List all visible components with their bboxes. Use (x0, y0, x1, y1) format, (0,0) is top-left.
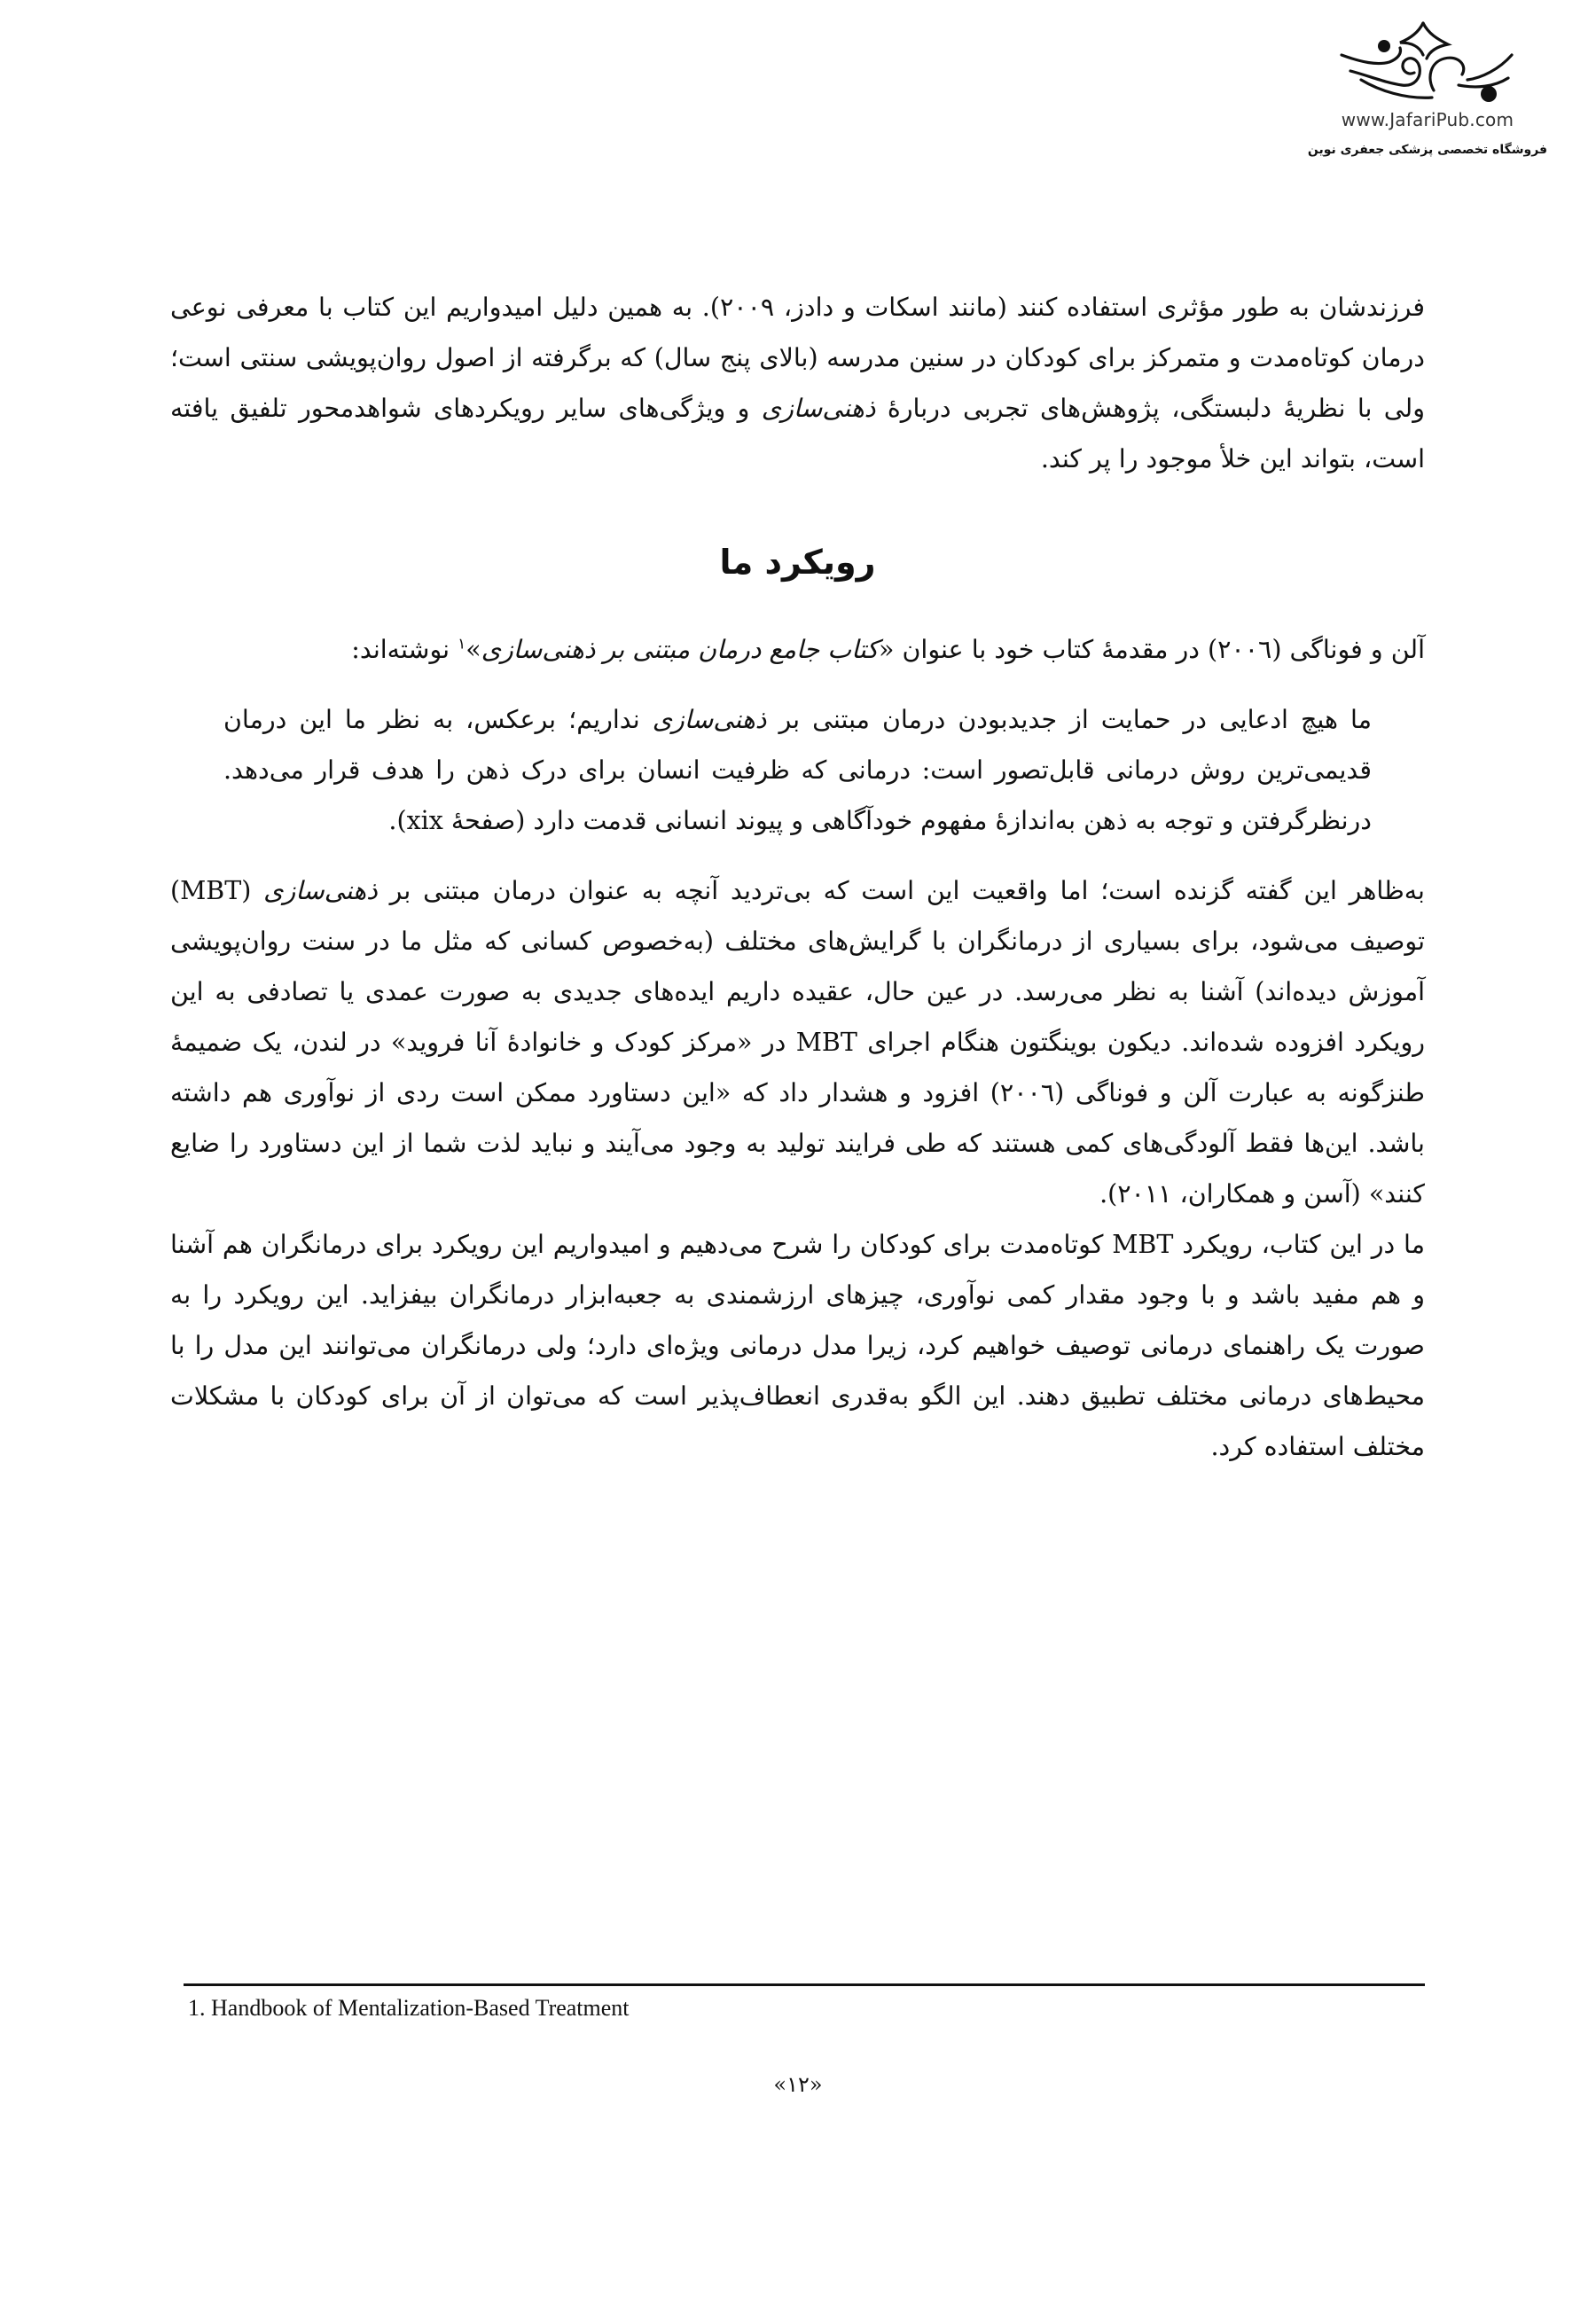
quote-text-start: ما هیچ ادعایی در حمایت از جدیدبودن درمان مبتنی بر (766, 705, 1372, 734)
footnote-divider (184, 1983, 1425, 1986)
intro-end: نوشته‌اند: (351, 635, 458, 664)
section-heading: رویکرد ما (719, 543, 876, 582)
opening-italic-term: ذهنی‌سازی (761, 394, 876, 423)
book-title-italic: کتاب جامع درمان مبتنی بر ذهنی‌سازی (481, 635, 879, 664)
paragraph-mbt-description (170, 865, 1425, 1219)
quote-text-end: نداریم؛ برعکس، به نظر ما این درمان قدیمی‌ترین روش درمانی قابل‌تصور است: درمانی که ظرفیت انسان برای درک ذهن را هدف قرار می‌دهد. درنظرگرفتن و توجه به ذهن به‌اندازهٔ مفهوم خودآگاهی و پیوند انسانی قدمت دارد (صفحهٔ xix). (223, 705, 1372, 835)
para3-start: به‌ظاهر این گفته گزنده است؛ اما واقعیت این است که بی‌تردید آنچه به عنوان درمان مبتنی بر (377, 876, 1425, 905)
para3-rest: (MBT) توصیف می‌شود، برای بسیاری از درمانگران با گرایش‌های مختلف (به‌خصوص کسانی که مثل ما در سنت روان‌پویشی آموزش دیده‌اند) آشنا به نظر می‌رسد. در عین حال، عقیده داریم ایده‌های جدیدی به صورت عمدی یا تصادفی به این رویکرد افزوده شده‌اند. دیکون بوینگتون هنگام اجرای MBT در «مرکز کودک و خانوادهٔ آنا فروید» در لندن، یک ضمیمهٔ طنزگونه به عبارت آلن و فوناگی (۲۰۰٦) افزود و هشدار داد که «این دستاورد ممکن است ردی از نوآوری هم داشته باشد. این‌ها فقط آلودگی‌های کمی هستند که طی فرایند تولید به وجود می‌آیند و نباید لذت شما از این دستاورد را ضایع کنند» (آسن و همکاران، ۲۰۱۱). (170, 876, 1425, 1209)
footnote-reference[interactable]: ۱ (458, 635, 466, 653)
intro-paragraph (170, 624, 1425, 675)
intro-close-quote: » (466, 635, 481, 664)
para3-italic-term: ذهنی‌سازی (263, 876, 378, 905)
opening-text: فرزندشان به طور مؤثری استفاده کنند (مانند اسکات و دادز، ۲۰۰۹). به همین دلیل امیدواریم این کتاب با معرفی نوعی درمان کوتاه‌مدت و متمرکز برای کودکان در سنین مدرسه (بالای پنج سال) که برگرفته از اصول روان‌پویشی سنتی است؛ ولی با نظریهٔ دلبستگی، پژوهش‌های تجربی دربارهٔ (170, 293, 1426, 423)
intro-text: آلن و فوناگی (۲۰۰٦) در مقدمهٔ کتاب خود با عنوان « (878, 635, 1425, 664)
publisher-tagline: فروشگاه تخصصی پزشکی جعفری نوین (1307, 143, 1548, 157)
block-quote (223, 694, 1372, 846)
opening-paragraph (170, 282, 1425, 484)
publisher-logo (1295, 16, 1561, 171)
paragraph-book-approach: ما در این کتاب، رویکرد MBT کوتاه‌مدت برای کودکان را شرح می‌دهیم و امیدواریم این رویکرد برای درمانگران هم آشنا و هم مفید باشد و با وجود مقدار کمی نوآوری، چیزهای ارزشمندی به جعبه‌ابزار درمانگران بیفزاید. این رویکرد را به صورت یک راهنمای درمانی توصیف خواهیم کرد، زیرا مدل درمانی ویژه‌ای دارد؛ ولی درمانگران می‌توانند این مدل را با محیط‌های درمانی مختلف تطبیق دهند. این الگو به‌قدری انعطاف‌پذیر است که می‌توان از آن برای کودکان با مشکلات مختلف استفاده کرد. (170, 1230, 1425, 1461)
footnote-text: 1. Handbook of Mentalization-Based Treatment (188, 1995, 630, 2021)
quote-italic-term: ذهنی‌سازی (652, 705, 767, 734)
opening-rest: و ویژگی‌های سایر رویکردهای شواهدمحور تلفیق یافته است، بتواند این خلأ موجود را پر کند. (170, 394, 1425, 473)
page-body (170, 282, 1425, 1472)
jafari-calligraphy-logo-icon (1334, 16, 1521, 109)
page-number: «۱۲» (773, 2072, 823, 2097)
publisher-url: www.JafariPub.com (1341, 109, 1514, 130)
